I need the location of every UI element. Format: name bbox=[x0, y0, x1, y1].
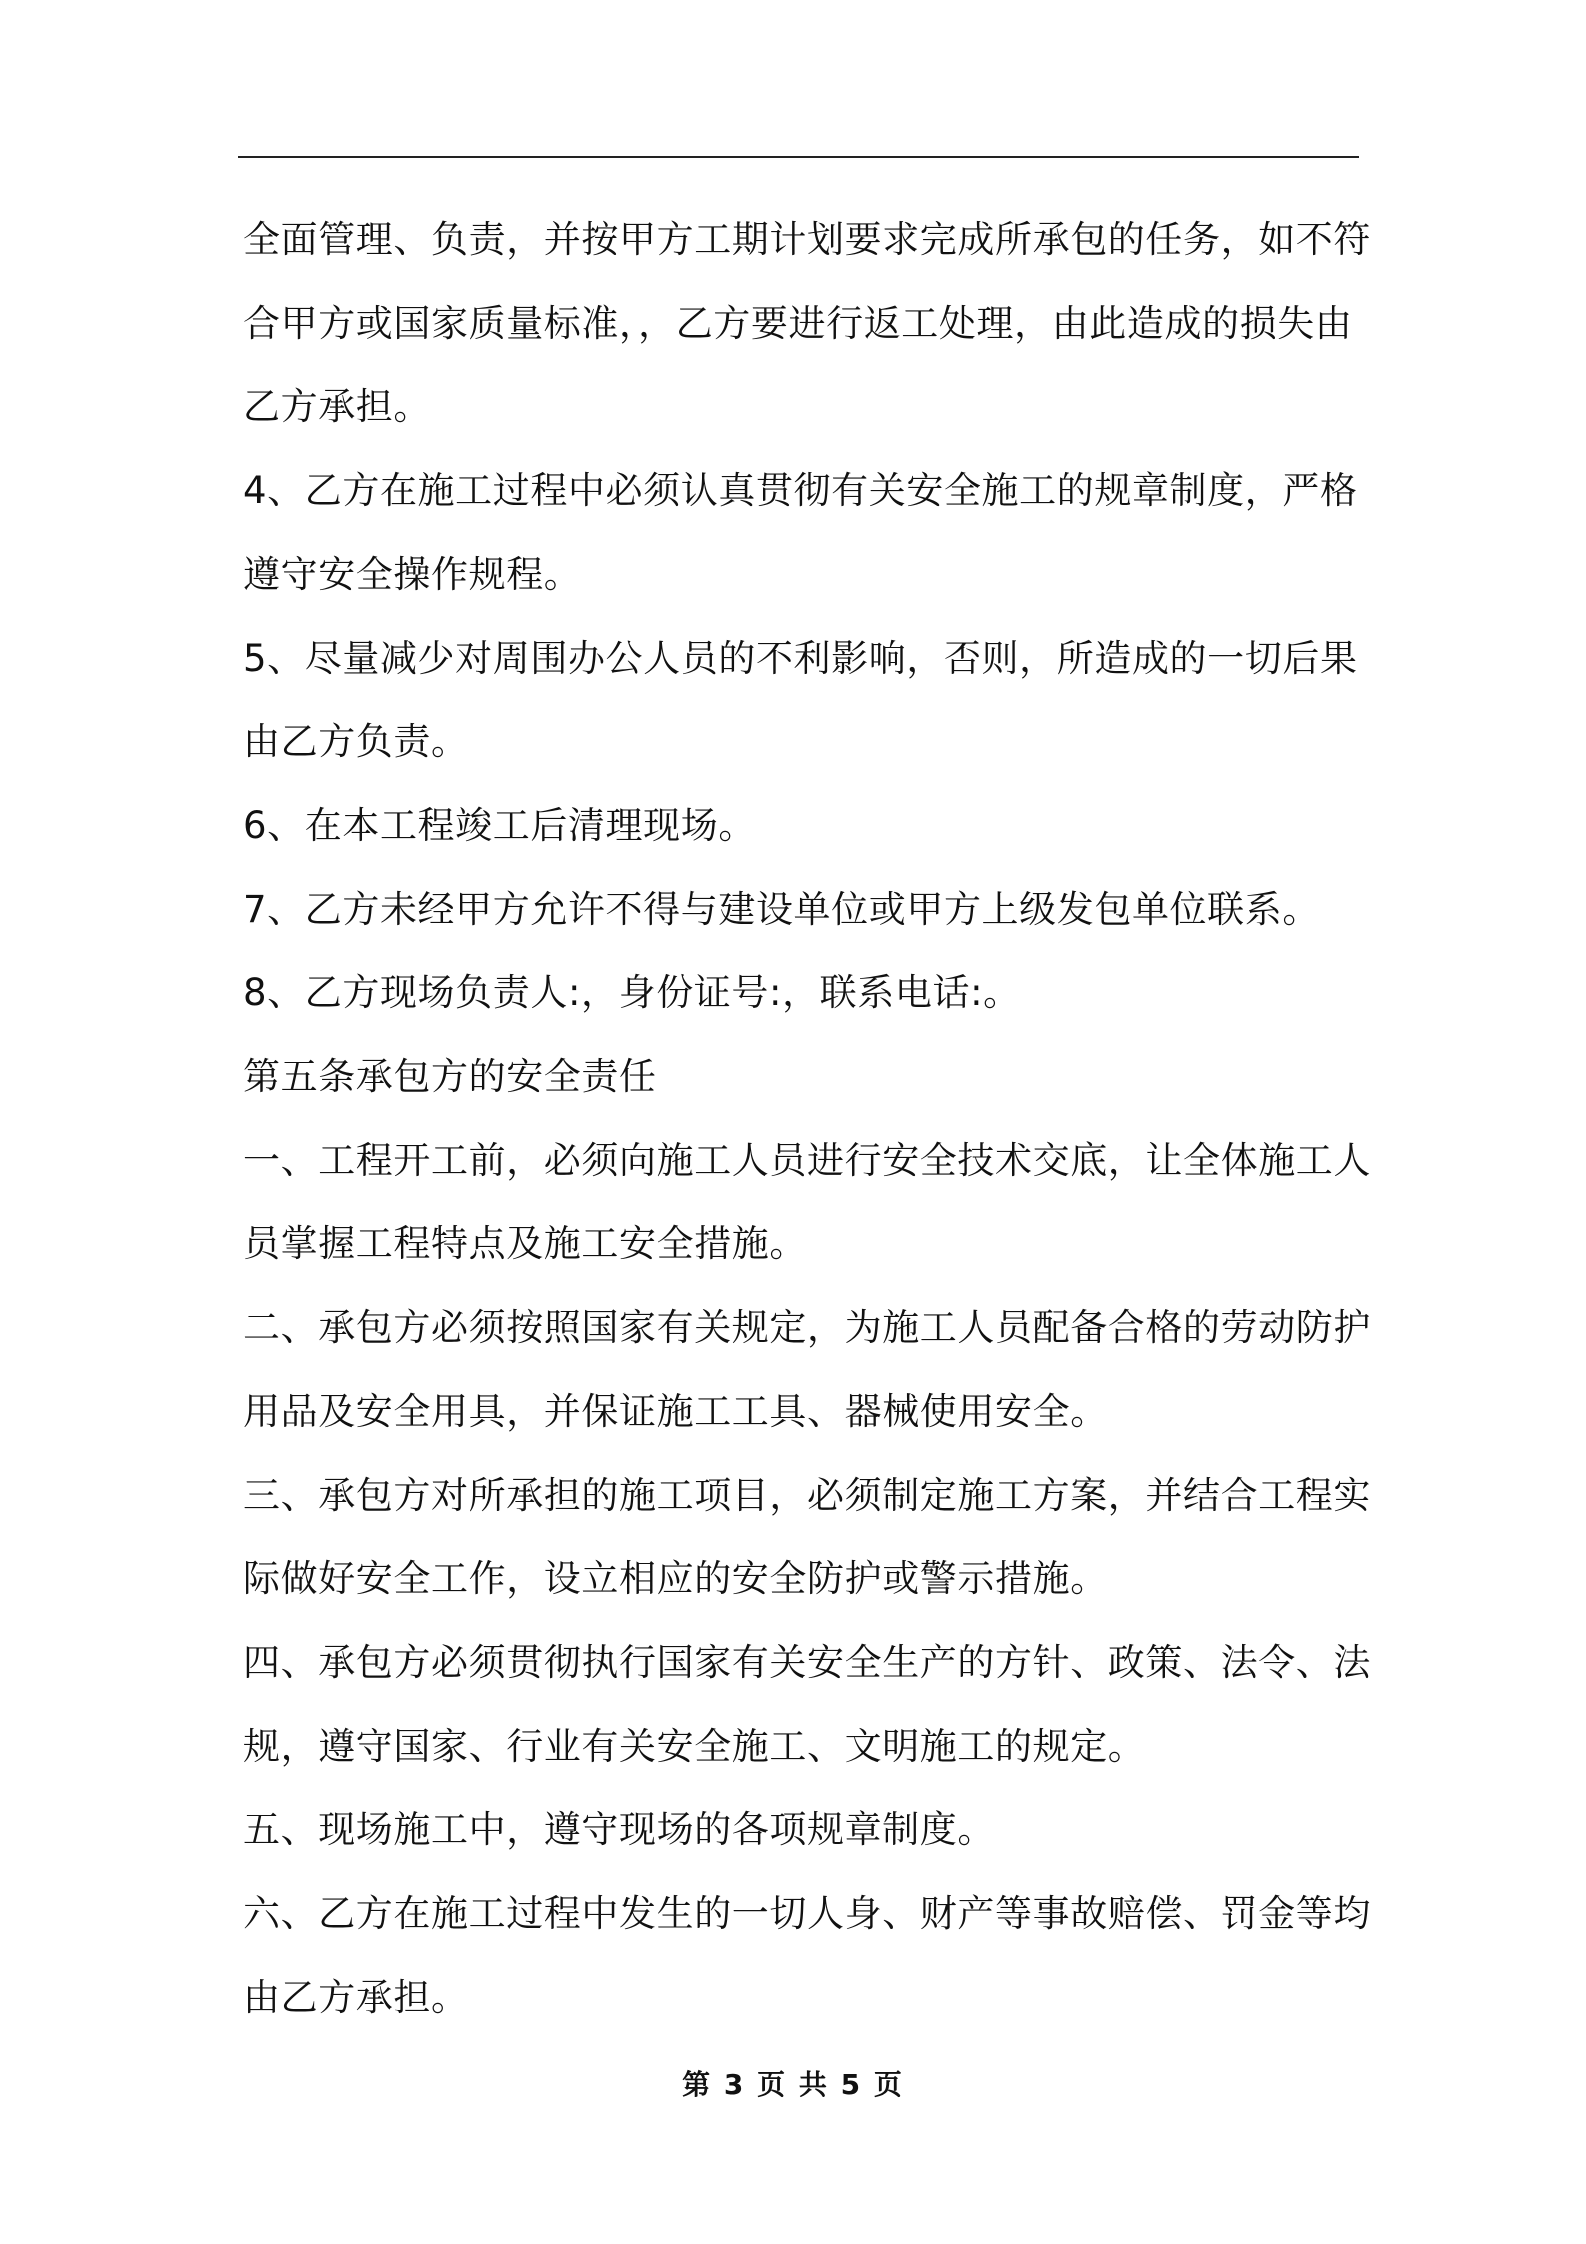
text-line: 五、现场施工中，遵守现场的各项规章制度。 bbox=[243, 1808, 995, 1852]
header-rule bbox=[238, 156, 1359, 158]
text-line: 员掌握工程特点及施工安全措施。 bbox=[243, 1222, 807, 1266]
text-line: 一、工程开工前，必须向施工人员进行安全技术交底，让全体施工人 bbox=[243, 1138, 1371, 1182]
text-line: 用品及安全用具，并保证施工工具、器械使用安全。 bbox=[243, 1389, 1108, 1433]
document-body bbox=[243, 198, 1371, 2039]
text-line: 际做好安全工作，设立相应的安全防护或警示措施。 bbox=[243, 1557, 1108, 1601]
text-line: 全面管理、负责，并按甲方工期计划要求完成所承包的任务，如不符 bbox=[243, 218, 1371, 261]
page-number-footer: 第 3 页 共 5 页 bbox=[682, 2068, 904, 2101]
text-line: 规，遵守国家、行业有关安全施工、文明施工的规定。 bbox=[243, 1724, 1146, 1768]
text-line: 7、乙方未经甲方允许不得与建设单位或甲方上级发包单位联系。 bbox=[243, 887, 1320, 931]
text-line: 遵守安全操作规程。 bbox=[243, 552, 582, 596]
text-line: 二、承包方必须按照国家有关规定，为施工人员配备合格的劳动防护 bbox=[243, 1306, 1371, 1350]
text-line: 四、承包方必须贯彻执行国家有关安全生产的方针、政策、法令、法 bbox=[243, 1640, 1371, 1684]
text-line: 由乙方承担。 bbox=[243, 1975, 469, 2019]
text-line: 5、尽量减少对周围办公人员的不利影响，否则，所造成的一切后果 bbox=[243, 636, 1358, 680]
text-line: 三、承包方对所承担的施工项目，必须制定施工方案，并结合工程实 bbox=[243, 1473, 1371, 1517]
text-line: 由乙方负责。 bbox=[243, 720, 469, 764]
text-line: 8、乙方现场负责人:，身份证号:，联系电话:。 bbox=[243, 971, 1021, 1015]
text-line: 六、乙方在施工过程中发生的一切人身、财产等事故赔偿、罚金等均 bbox=[243, 1892, 1371, 1936]
text-line: 乙方承担。 bbox=[243, 385, 431, 429]
section-heading: 第五条承包方的安全责任 bbox=[243, 1055, 657, 1099]
text-line: 4、乙方在施工过程中必须认真贯彻有关安全施工的规章制度，严格 bbox=[243, 469, 1358, 513]
text-line: 合甲方或国家质量标准，，乙方要进行返工处理，由此造成的损失由 bbox=[243, 301, 1353, 345]
text-line: 6、在本工程竣工后清理现场。 bbox=[243, 803, 756, 847]
